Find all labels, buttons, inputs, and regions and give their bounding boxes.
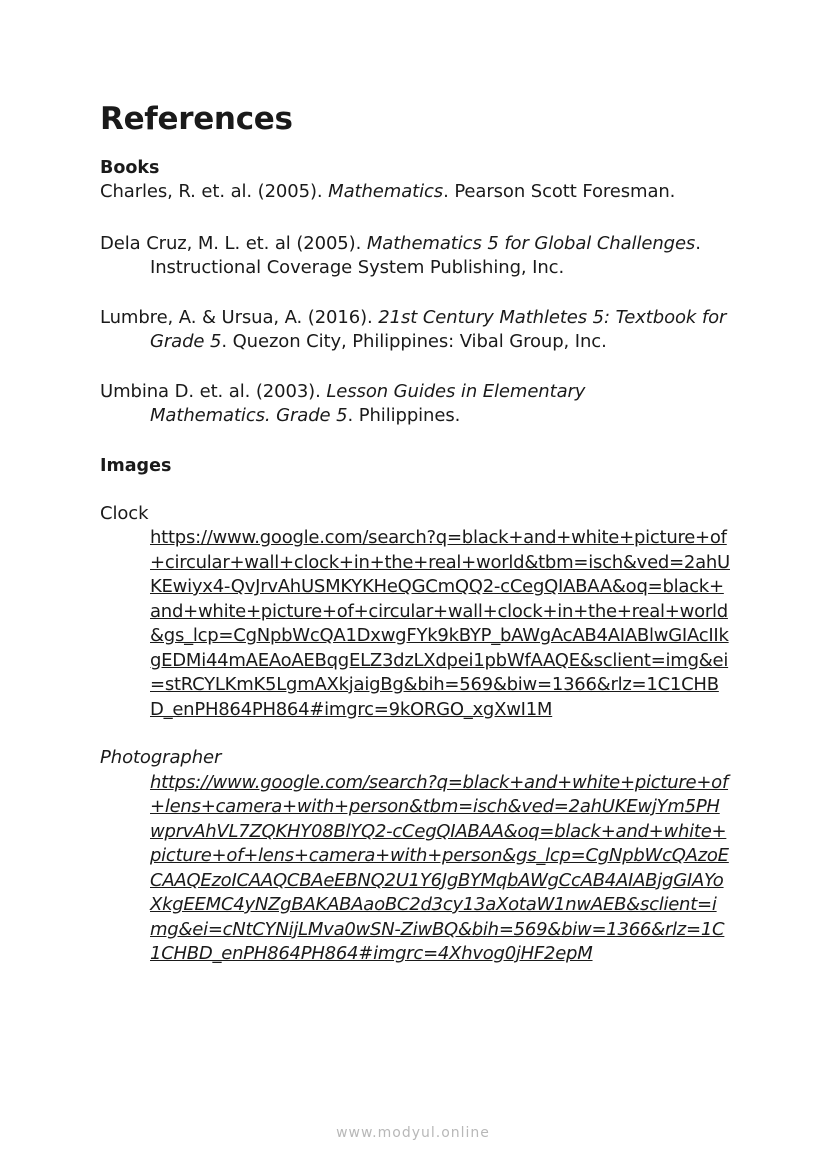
book-reference — [100, 232, 710, 281]
reference-authors: Umbina D. et. al. (2003). — [100, 380, 327, 402]
book-reference — [100, 306, 732, 355]
image-source-link[interactable]: https://www.google.com/search?q=black+and+white+picture+of+circular+wall+clock+in+the+real+world&tbm=isch&ved=2ahUKEwiyx4-QvJrvAhUSMKYKHeQGCmQQ2-cCegQIABAA&oq=black+and+white+picture+of+circular+wall+clock+in+the+real+world&gs_lcp=CgNpbWcQA1DxwgFYk9kBYP_bAWgAcAB4AIABlwGIAcIIkgEDMi44mAEAoAEBqgELZ3dzLXdpei1pbWfAAQE&sclient=img&ei=stRCYLKmK5LgmAXkjaigBg&bih=569&biw=1366&rlz=1C1CHBD_enPH864PH864#imgrc=9kORGO_xgXwI1M — [150, 527, 730, 720]
references-page — [100, 96, 732, 967]
reference-title: Lesson Guides in Elementary Mathematics. Grade 5 — [150, 380, 586, 426]
books-heading: Books — [100, 158, 160, 178]
reference-title: Mathematics — [328, 181, 444, 202]
reference-title: Mathematics 5 for Global Challenges — [366, 232, 696, 254]
page-title: References — [100, 101, 293, 137]
reference-authors: Dela Cruz, M. L. et. al (2005). — [100, 232, 367, 254]
image-label: Clock — [100, 502, 149, 524]
reference-authors: Lumbre, A. & Ursua, A. (2016). — [100, 306, 379, 328]
reference-publisher: . Instructional Coverage System Publishing, Inc. — [150, 232, 701, 278]
image-source-link[interactable]: https://www.google.com/search?q=black+and+white+picture+of+lens+camera+with+person&tbm=isch&ved=2ahUKEwjYm5PHwprvAhVL7ZQKHY08BlYQ2-cCegQIABAA&oq=black+and+white+picture+of+lens+camera+with+person&gs_lcp=CgNpbWcQAzoECAAQEzoICAAQCBAeEBNQ2U1Y6JgBYMqbAWgCcAB4AIABjgGIAYoXkgEEMC4yNZgBAKABAaoBC2d3cy13aXotaW1nwAEB&sclient=img&ei=cNtCYNijLMva0wSN-ZiwBQ&bih=569&biw=1366&rlz=1C1CHBD_enPH864PH864#imgrc=4Xhvog0jHF2epM — [150, 771, 729, 964]
book-reference — [100, 180, 732, 205]
reference-title: 21st Century Mathletes 5: Textbook for Grade 5 — [150, 306, 727, 352]
book-reference — [100, 380, 670, 429]
images-heading: Images — [100, 455, 172, 476]
image-reference — [100, 746, 732, 967]
reference-authors: Charles, R. et. al. (2005). — [100, 181, 329, 202]
image-reference — [100, 502, 732, 723]
reference-publisher: . Pearson Scott Foresman. — [443, 181, 676, 202]
site-footer: www.modyul.online — [336, 1125, 490, 1141]
reference-publisher: . Quezon City, Philippines: Vibal Group, Inc. — [221, 331, 607, 352]
image-label: Photographer — [100, 747, 222, 768]
reference-publisher: . Philippines. — [347, 405, 461, 426]
